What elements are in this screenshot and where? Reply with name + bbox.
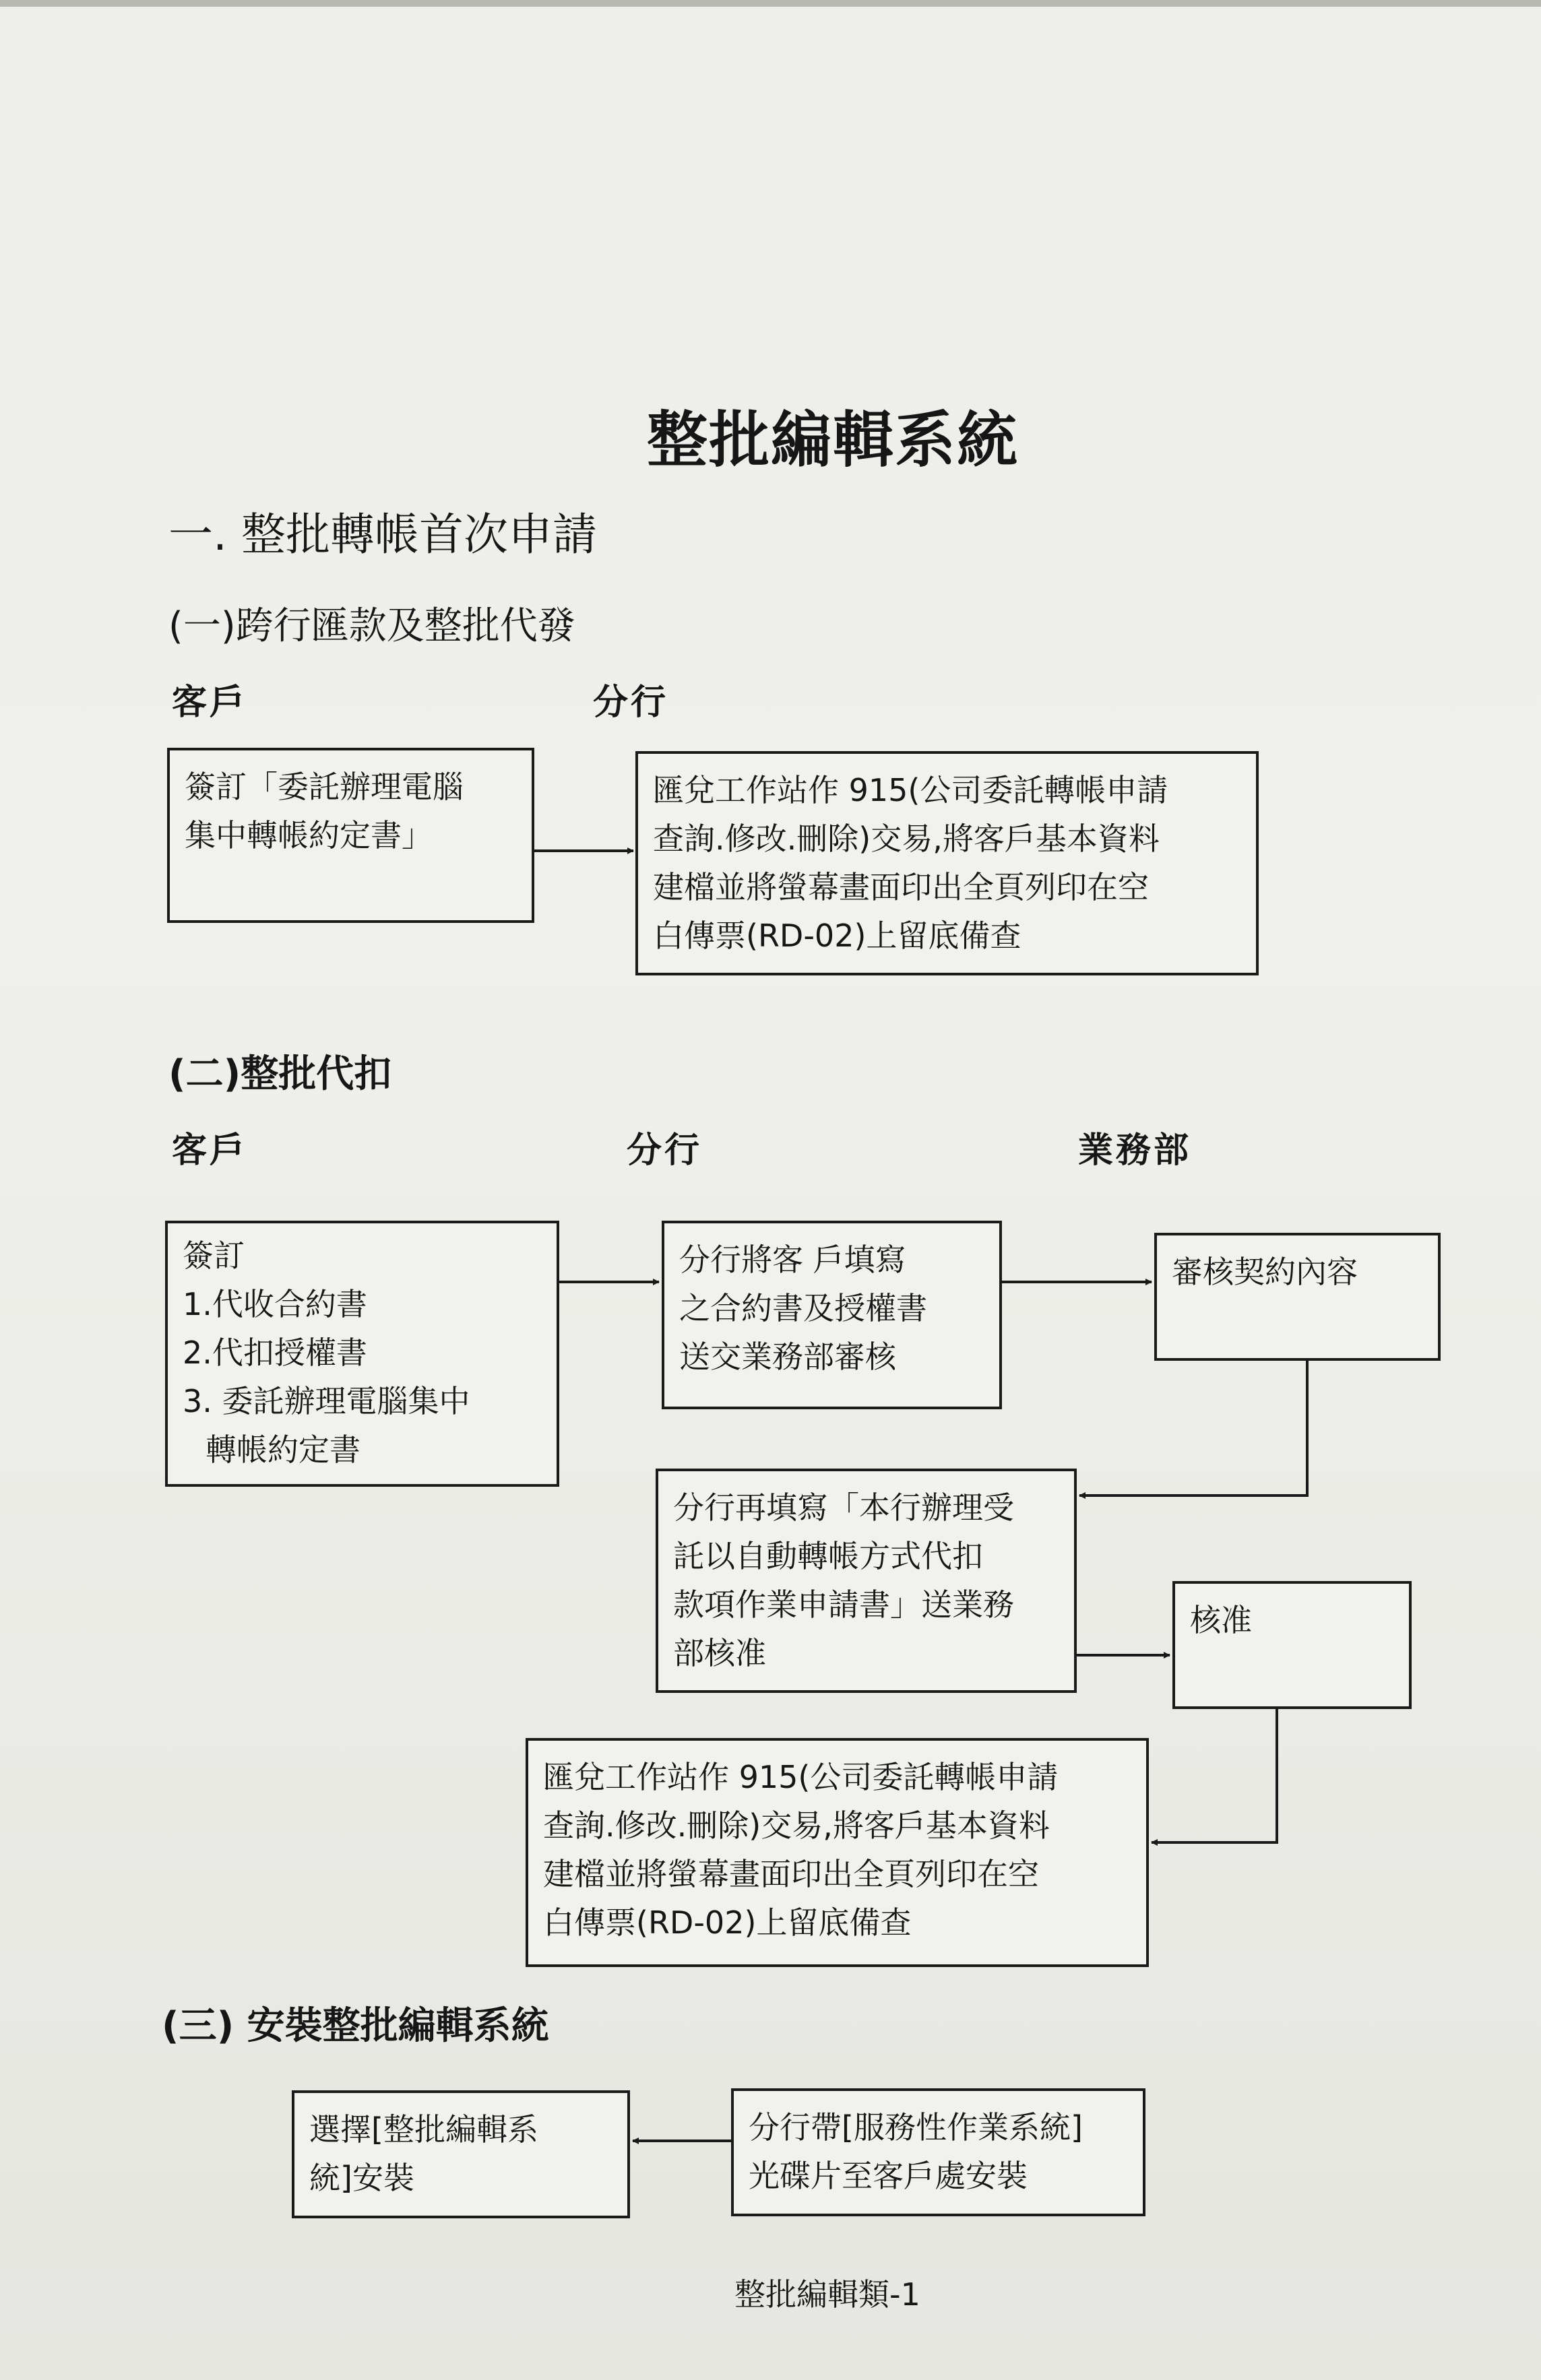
box-line: 建檔並將螢幕畫面印出全頁列印在空 (653, 869, 1149, 905)
box-line: 分行帶[服務性作業系統] (749, 2109, 1083, 2146)
box-line: 查詢.修改.刪除)交易,將客戶基本資料 (543, 1807, 1050, 1844)
box-line: 款項作業申請書」送業務 (673, 1586, 1014, 1623)
box-line: 建檔並將螢幕畫面印出全頁列印在空 (543, 1856, 1039, 1892)
box-line: 分行再填寫「本行辦理受 (673, 1489, 1014, 1526)
box-line: 1.代收合約書 (183, 1286, 367, 1322)
box-line: 匯兌工作站作 915(公司委託轉帳申請 (543, 1759, 1059, 1795)
box-line: 統]安裝 (309, 2160, 414, 2196)
box-line: 查詢.修改.刪除)交易,將客戶基本資料 (653, 821, 1160, 857)
box-line: 部核准 (673, 1635, 766, 1671)
page-title: 整批編輯系統 (647, 405, 1019, 476)
box-line: 2.代扣授權書 (183, 1334, 367, 1371)
box-line: 之合約書及授權書 (679, 1290, 927, 1326)
box-line: 白傳票(RD-02)上留底備查 (543, 1904, 912, 1941)
arrow-review-to-refill (1079, 1361, 1307, 1495)
box-line: 3. 委託辦理電腦集中 (183, 1383, 470, 1419)
box-line: 選擇[整批編輯系 (309, 2111, 538, 2148)
box-line: 託以自動轉帳方式代扣 (673, 1538, 983, 1574)
box-line: 審核契約內容 (1172, 1254, 1358, 1290)
column-label-branch: 分行 (593, 682, 669, 723)
box-line: 送交業務部審核 (679, 1339, 896, 1375)
box-line: 光碟片至客戶處安裝 (749, 2158, 1028, 2194)
subsection-heading-3: (三) 安裝整批編輯系統 (162, 2004, 549, 2048)
box-line: 簽訂「委託辦理電腦 (185, 769, 464, 805)
box-line: 集中轉帳約定書」 (185, 817, 433, 854)
column-label-customer: 客戶 (172, 682, 248, 723)
box-line: 白傳票(RD-02)上留底備查 (653, 918, 1021, 954)
box-line: 分行將客 戶填寫 (679, 1242, 906, 1278)
subsection-heading-1: (一)跨行匯款及整批代發 (168, 604, 575, 648)
section-heading-1: 一. 整批轉帳首次申請 (168, 509, 597, 560)
column-label-customer: 客戶 (172, 1130, 248, 1171)
box-line: 匯兌工作站作 915(公司委託轉帳申請 (653, 772, 1168, 808)
page-footer: 整批編輯類-1 (734, 2276, 920, 2313)
column-label-branch: 分行 (627, 1130, 703, 1171)
box-line: 簽訂 (183, 1237, 245, 1274)
box-line: 核准 (1190, 1602, 1252, 1638)
subsection-heading-2: (二)整批代扣 (168, 1052, 392, 1096)
box-line: 轉帳約定書 (206, 1432, 360, 1468)
column-label-business-dept: 業務部 (1078, 1130, 1192, 1171)
arrow-approve-to-915 (1152, 1709, 1277, 1842)
